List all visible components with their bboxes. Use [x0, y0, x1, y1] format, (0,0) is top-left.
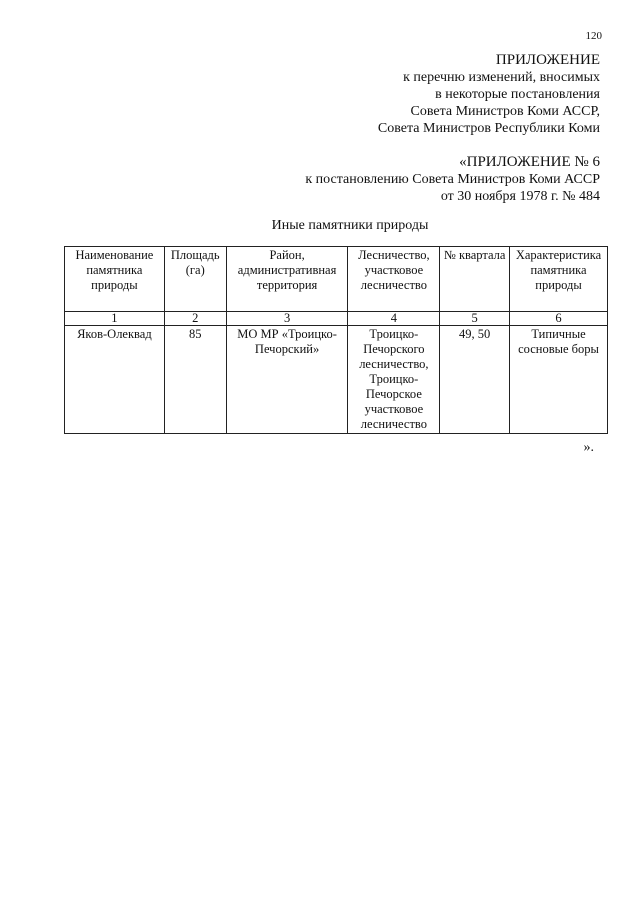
cell-name: Яков-Олеквад — [65, 326, 165, 434]
column-number: 4 — [348, 312, 440, 326]
header-name: Наименование памятника природы — [65, 247, 165, 312]
table-row — [65, 326, 608, 434]
cell-district: МО МР «Троицко-Печорский» — [226, 326, 348, 434]
annex6-heading: «ПРИЛОЖЕНИЕ № 6 — [459, 154, 600, 170]
annex6-line: к постановлению Совета Министров Коми АССР — [305, 172, 600, 187]
column-number: 1 — [65, 312, 165, 326]
header-characteristic: Характеристика памятника природы — [510, 247, 608, 312]
cell-forestry: Троицко-Печорского лесничество, Троицко-Печорское участковое лесничество — [348, 326, 440, 434]
header-area: Площадь (га) — [164, 247, 226, 312]
annex-line: Совета Министров Коми АССР, — [410, 104, 600, 119]
annex6-line: от 30 ноября 1978 г. № 484 — [440, 189, 600, 204]
annex-line: к перечню изменений, вносимых — [403, 70, 600, 85]
table-number-row — [65, 312, 608, 326]
cell-characteristic: Типичные сосновые боры — [510, 326, 608, 434]
closing-quote-mark: ». — [583, 440, 594, 455]
column-number: 3 — [226, 312, 348, 326]
page-number: 120 — [585, 30, 602, 42]
table-header-row — [65, 247, 608, 312]
annex6-header — [305, 154, 600, 205]
annex-line: Совета Министров Республики Коми — [377, 121, 600, 136]
column-number: 5 — [440, 312, 510, 326]
header-district: Район, административная территория — [226, 247, 348, 312]
cell-quarter: 49, 50 — [440, 326, 510, 434]
cell-area: 85 — [164, 326, 226, 434]
header-quarter: № квартала — [440, 247, 510, 312]
annex-line: в некоторые постановления — [435, 87, 600, 102]
column-number: 6 — [510, 312, 608, 326]
nature-monuments-table — [64, 246, 608, 434]
header-forestry: Лесничество, участковое лесничество — [348, 247, 440, 312]
annex-header — [378, 52, 600, 137]
document-title: Иные памятники природы — [271, 218, 429, 233]
annex-heading: ПРИЛОЖЕНИЕ — [495, 52, 600, 68]
column-number: 2 — [164, 312, 226, 326]
